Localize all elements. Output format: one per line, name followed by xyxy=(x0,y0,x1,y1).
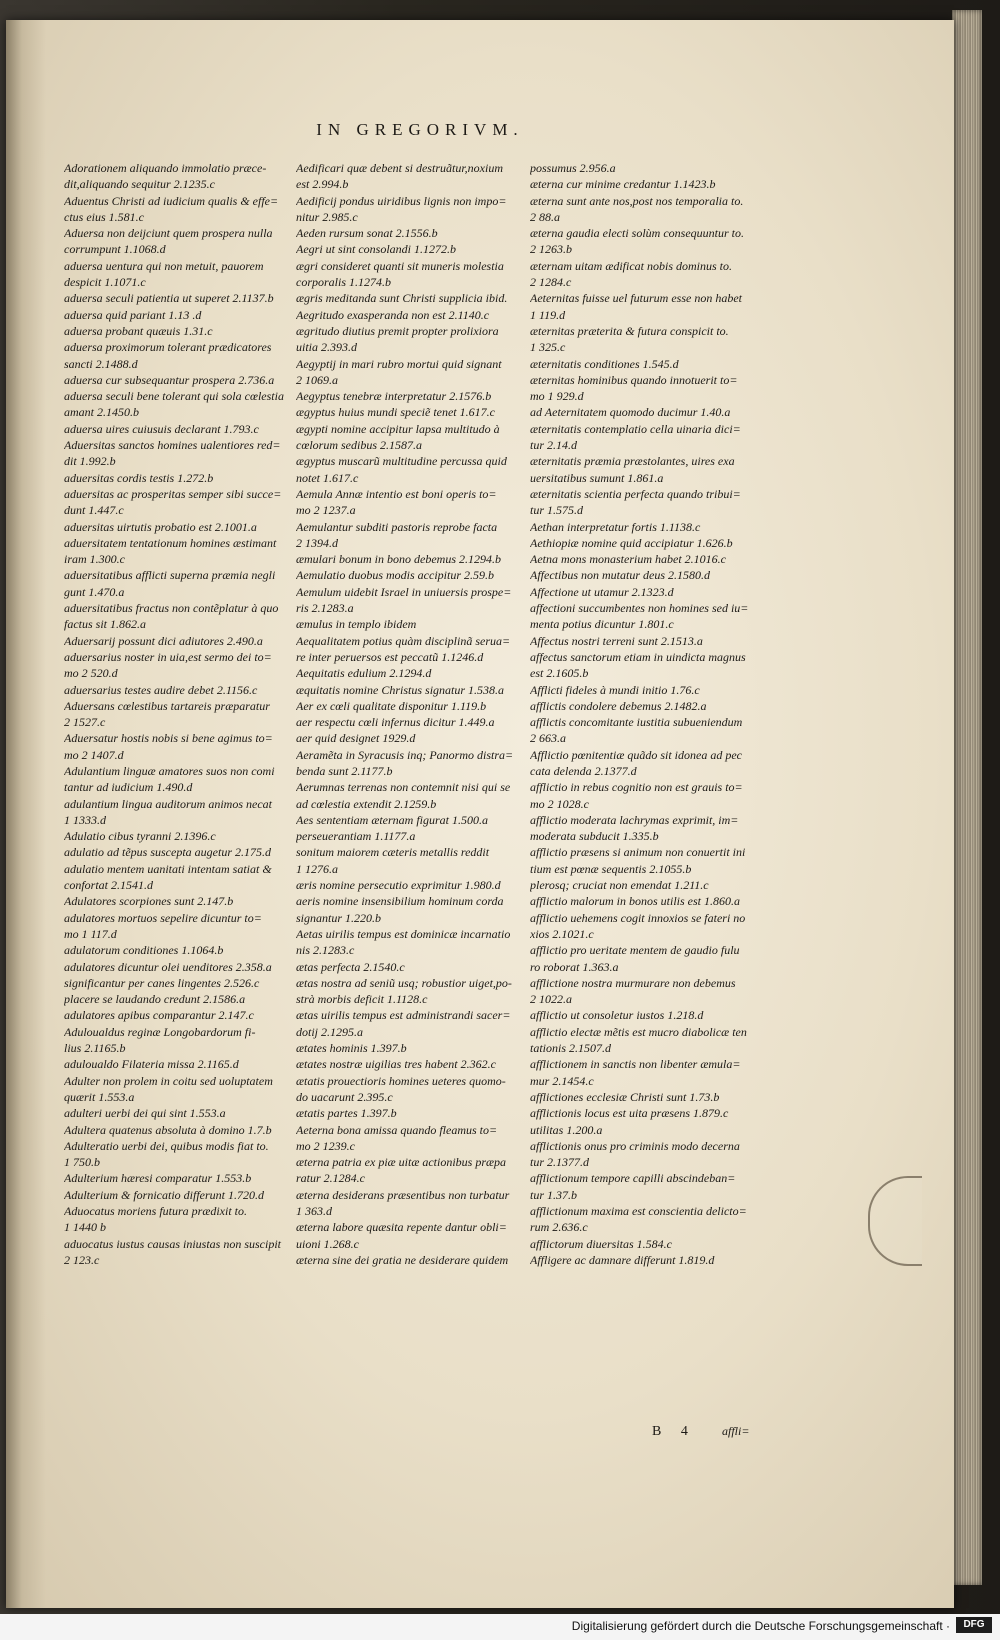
index-entry: ratur 2.1284.c xyxy=(296,1171,365,1186)
index-entry: Adulatio cibus tyranni 2.1396.c xyxy=(64,829,216,844)
index-entry: Aethiopiæ nomine quid accipiatur 1.626.b xyxy=(530,535,733,550)
index-entry: Aetas uirilis tempus est dominicæ incarnatio xyxy=(296,926,511,941)
index-entry: afflictio moderata lachrymas exprimit, im= xyxy=(530,812,739,827)
index-entry: aduersitas ac prosperitas semper sibi succe= xyxy=(64,486,282,501)
index-entry: adulatorum conditiones 1.1064.b xyxy=(64,943,224,958)
index-entry: æquitatis nomine Christus signatur 1.538.a xyxy=(296,682,505,697)
index-entry: menta potius dicuntur 1.801.c xyxy=(530,617,674,632)
index-entry: uersitatibus sumunt 1.861.a xyxy=(530,470,664,485)
index-entry: ætatis partes 1.397.b xyxy=(296,1106,397,1121)
index-entry: plerosq; cruciat non emendat 1.211.c xyxy=(530,878,709,893)
index-entry: Aduocatus moriens futura prædixit to. xyxy=(64,1204,247,1218)
index-entry: 2 123.c xyxy=(64,1252,100,1267)
index-entry: Aegritudo exasperanda non est 2.1140.c xyxy=(296,307,490,322)
index-entry: Aduersitas sanctos homines ualentiores red= xyxy=(64,438,281,453)
index-entry: affectus sanctorum etiam in uindicta magnus xyxy=(530,649,746,664)
index-entry: tur 2.14.d xyxy=(530,438,578,453)
index-entry: adulatores dicuntur olei uenditores 2.358.a xyxy=(64,959,272,974)
index-entry: aduersa probant quæuis 1.31.c xyxy=(64,323,213,338)
index-entry: aduersitatibus fractus non contẽplatur à quo xyxy=(64,601,279,616)
index-entry: Aegyptij in mari rubro mortui quid signant xyxy=(296,356,502,371)
index-entry: æternam uitam ædificat nobis dominus to. xyxy=(530,258,733,273)
index-entry: Adulterium hæresi comparatur 1.553.b xyxy=(64,1171,252,1186)
signature-mark: B 4 xyxy=(652,1424,696,1439)
index-entry: aduersa uentura qui non metuit, pauorem xyxy=(64,258,264,273)
index-entry: factus sit 1.862.a xyxy=(64,617,147,632)
index-entry: uitia 2.393.d xyxy=(296,340,358,355)
index-entry: ris 2.1283.a xyxy=(296,601,354,616)
index-entry: Aegri ut sint consolandi 1.1272.b xyxy=(296,242,456,257)
index-entry: æmulus in templo ibidem xyxy=(296,617,417,632)
index-entry: Afflictio pœnitentiæ quãdo sit idonea ad pec xyxy=(530,747,742,762)
index-entry: Aduersans cœlestibus tartareis præparatur xyxy=(64,698,270,713)
index-entry: mo 2 520.d xyxy=(64,666,118,681)
index-entry: Adulatores scorpiones sunt 2.147.b xyxy=(64,894,234,909)
index-entry: Aemulatio duobus modis accipitur 2.59.b xyxy=(296,568,494,583)
index-entry: afflictis concomitante iustitia subueniendum xyxy=(530,715,743,730)
index-entry: Aemula Annæ intentio est boni operis to= xyxy=(296,486,497,501)
index-entry: ægritudo diutius premit propter prolixiora xyxy=(296,323,499,338)
index-entry: afflictionum maxima est conscientia delicto= xyxy=(530,1204,747,1218)
index-entry: Aeternitas fuisse uel futurum esse non habet xyxy=(530,291,742,306)
index-entry: tantur ad iudicium 1.490.d xyxy=(64,780,193,795)
index-entry: Aethan interpretatur fortis 1.1138.c xyxy=(530,519,701,534)
index-entry: æternitas præterita & futura conspicit to. xyxy=(530,323,729,338)
index-entry: Aegyptus tenebræ interpretatur 2.1576.b xyxy=(296,389,492,404)
index-entry: 2 1394.d xyxy=(296,535,338,550)
index-entry: æternitas hominibus quando innotuerit to= xyxy=(530,372,738,387)
index-entry: afflictionum tempore capilli abscindeban= xyxy=(530,1171,736,1186)
index-entry: adulatores mortuos sepelire dicuntur to= xyxy=(64,910,262,925)
index-entry: tium est pœnæ sequentis 2.1055.b xyxy=(530,861,692,876)
index-entry: afflictio ut consoletur iustos 1.218.d xyxy=(530,1008,704,1023)
index-entry: perseuerantiam 1.1177.a xyxy=(296,829,416,844)
index-entry: uioni 1.268.c xyxy=(296,1236,359,1251)
index-entry: ætas uirilis tempus est administrandi sacer= xyxy=(296,1008,511,1023)
index-entry: Aedificij pondus uiridibus lignis non impo= xyxy=(296,193,507,208)
index-entry: ætatis prouectioris homines ueteres quomo- xyxy=(296,1073,506,1088)
index-entry: cœlorum sedibus 2.1587.a xyxy=(296,438,422,453)
index-entry: ad cœlestia extendit 2.1259.b xyxy=(296,796,437,811)
index-entry: Aduersatur hostis nobis si bene agimus to= xyxy=(64,731,273,746)
index-entry: adulatores apibus comparantur 2.147.c xyxy=(64,1008,254,1023)
index-entry: æterna sine dei gratia ne desiderare quidem xyxy=(296,1252,509,1267)
index-entry: ætas nostra ad seniũ usq; robustior uiget,po- xyxy=(296,975,512,990)
index-entry: sancti 2.1488.d xyxy=(64,356,138,371)
index-entry: possumus 2.956.a xyxy=(530,161,616,175)
index-entry: gunt 1.470.a xyxy=(64,584,125,599)
index-entry: Adulantium linguæ amatores suos non comi xyxy=(64,763,275,778)
index-entry: ætates hominis 1.397.b xyxy=(296,1041,407,1056)
index-entry: Adulteratio uerbi dei, quibus modis fiat to. xyxy=(64,1138,269,1153)
index-entry: ctus eius 1.581.c xyxy=(64,209,144,224)
index-entry: æterna gaudia electi solùm consequuntur to. xyxy=(530,226,744,241)
index-entry: est 2.1605.b xyxy=(530,666,589,681)
index-entry: Aduloualdus reginæ Longobardorum fi- xyxy=(64,1024,256,1039)
index-entry: aeris nomine insensibilium hominum corda xyxy=(296,894,504,909)
index-entry: afflictio pro ueritate mentem de gaudio fulu xyxy=(530,943,740,958)
index-entry: aduersitas cordis testis 1.272.b xyxy=(64,470,214,485)
index-entry: 2 663.a xyxy=(530,731,566,746)
index-entry: 1 119.d xyxy=(530,307,566,322)
index-entry: affectioni succumbentes non homines sed iu= xyxy=(530,601,749,616)
index-entry: Aeramẽta in Syracusis inq; Panormo distra= xyxy=(296,747,514,762)
index-entry: ægri consideret quanti sit muneris molestia xyxy=(296,258,504,273)
index-entry: ætas perfecta 2.1540.c xyxy=(296,959,405,974)
index-entry: aduloualdo Filateria missa 2.1165.d xyxy=(64,1057,239,1072)
index-entry: notet 1.617.c xyxy=(296,470,359,485)
index-entry: lius 2.1165.b xyxy=(64,1041,126,1056)
index-entry: æterna cur minime credantur 1.1423.b xyxy=(530,177,716,192)
index-entry: ægris meditanda sunt Christi supplicia ibid. xyxy=(296,291,508,306)
index-entry: Aedificari quæ debent si destruãtur,noxium xyxy=(296,161,503,175)
index-entry: afflictiones ecclesiæ Christi sunt 1.73.b xyxy=(530,1089,720,1104)
index-entry: xios 2.1021.c xyxy=(530,926,594,941)
index-entry: æterna labore quæsita repente dantur obli= xyxy=(296,1220,507,1235)
index-entry: aduersa seculi patientia ut superet 2.1137.b xyxy=(64,291,274,306)
index-entry: re inter peruersos est peccatũ 1.1246.d xyxy=(296,649,484,664)
index-entry: 1 1333.d xyxy=(64,812,106,827)
index-entry: æmulari bonum in bono debemus 2.1294.b xyxy=(296,552,501,567)
index-entry: rum 2.636.c xyxy=(530,1220,588,1235)
index-entry: ad Aeternitatem quomodo ducimur 1.40.a xyxy=(530,405,731,420)
index-column-left xyxy=(64,160,290,1268)
index-entry: æterna sunt ante nos,post nos temporalia to. xyxy=(530,193,744,208)
index-entry: æternitatis conditiones 1.545.d xyxy=(530,356,679,371)
index-entry: tationis 2.1507.d xyxy=(530,1041,612,1056)
index-entry: 1 325.c xyxy=(530,340,566,355)
index-entry: mo 2 1407.d xyxy=(64,747,124,762)
index-entry: afflictis condolere debemus 2.1482.a xyxy=(530,698,707,713)
index-entry: ro roborat 1.363.a xyxy=(530,959,619,974)
index-entry: utilitas 1.200.a xyxy=(530,1122,603,1137)
index-entry: aer respectu cœli infernus dicitur 1.449.a xyxy=(296,715,495,730)
index-entry: corrumpunt 1.1068.d xyxy=(64,242,166,257)
index-entry: afflictio præsens si animum non conuertit ini xyxy=(530,845,746,860)
index-entry: adulantium lingua auditorum animos necat xyxy=(64,796,272,811)
index-entry: adulatio mentem uanitati intentam satiat & xyxy=(64,861,272,876)
index-entry: aduersa cur subsequantur prospera 2.736.a xyxy=(64,372,275,387)
index-entry: aduersa quid pariant 1.13 .d xyxy=(64,307,202,322)
index-entry: iram 1.300.c xyxy=(64,552,125,567)
index-entry: amant 2.1450.b xyxy=(64,405,139,420)
index-entry: do uacarunt 2.395.c xyxy=(296,1089,393,1104)
running-head: IN GREGORIVM. xyxy=(316,120,524,139)
index-entry: afflictio malorum in bonos utilis est 1.860.a xyxy=(530,894,741,909)
index-entry: mo 2 1028.c xyxy=(530,796,589,811)
index-entry: afflictorum diuersitas 1.584.c xyxy=(530,1236,672,1251)
index-entry: tur 1.575.d xyxy=(530,503,584,518)
index-entry: æternitatis scientia perfecta quando tribui= xyxy=(530,486,741,501)
index-entry: aduocatus iustus causas iniustas non suscipit xyxy=(64,1236,282,1251)
index-entry: dit 1.992.b xyxy=(64,454,116,469)
index-entry: aduersa seculi bene tolerant qui sola cœlestia xyxy=(64,389,284,404)
index-entry: Affectione ut utamur 2.1323.d xyxy=(530,584,674,599)
index-entry: aduersitatibus afflicti superna præmia negli xyxy=(64,568,276,583)
index-entry: aduersarius testes audire debet 2.1156.c xyxy=(64,682,258,697)
index-entry: tur 1.37.b xyxy=(530,1187,578,1202)
index-entry: æterna desiderans præsentibus non turbatur xyxy=(296,1187,510,1202)
index-entry: moderata subducit 1.335.b xyxy=(530,829,659,844)
index-entry: Aemulantur subditi pastoris reprobe facta xyxy=(296,519,498,534)
index-entry: mur 2.1454.c xyxy=(530,1073,594,1088)
index-entry: Aequitatis edulium 2.1294.d xyxy=(296,666,432,681)
catchword: affli= xyxy=(722,1424,750,1438)
index-entry: aduersitas uirtutis probatio est 2.1001.a xyxy=(64,519,257,534)
index-entry: strà morbis deficit 1.1128.c xyxy=(296,992,428,1007)
index-entry: tur 2.1377.d xyxy=(530,1155,590,1170)
index-entry: quærit 1.553.a xyxy=(64,1089,135,1104)
index-entry: æternitatis præmia præstolantes, uires exa xyxy=(530,454,735,469)
index-entry: aer quid designet 1929.d xyxy=(296,731,416,746)
index-entry: corporalis 1.1274.b xyxy=(296,275,392,290)
index-entry: aduersitatem tentationum homines æstimant xyxy=(64,535,277,550)
index-entry: æternitatis contemplatio cella uinaria dici= xyxy=(530,421,741,436)
index-entry: afflictione nostra murmurare non debemus xyxy=(530,975,736,990)
index-entry: ægyptus muscarũ multitudine percussa quid xyxy=(296,454,507,469)
index-entry: Aduersarij possunt dici adiutores 2.490.a xyxy=(64,633,263,648)
index-entry: ætates nostræ uigilias tres habent 2.362.c xyxy=(296,1057,496,1072)
index-entry: placere se laudando credunt 2.1586.a xyxy=(64,992,246,1007)
index-column-middle xyxy=(296,160,528,1268)
index-entry: Adulterium & fornicatio differunt 1.720.d xyxy=(64,1187,264,1202)
index-entry: Aes sententiam æternam figurat 1.500.a xyxy=(296,812,488,827)
index-entry: Aduentus Christi ad iudicium qualis & effe= xyxy=(64,193,279,208)
index-entry: adulteri uerbi dei qui sint 1.553.a xyxy=(64,1106,226,1121)
index-entry: æterna patria ex piæ uitæ actionibus præpa xyxy=(296,1155,507,1170)
index-entry: aduersa uires cuiusuis declarant 1.793.c xyxy=(64,421,259,436)
index-entry: æris nomine persecutio exprimitur 1.980.d xyxy=(296,878,501,893)
index-entry: dit,aliquando sequitur 2.1235.c xyxy=(64,177,215,192)
index-entry: significantur per canes lingentes 2.526.c xyxy=(64,975,260,990)
index-entry: adulatio ad tẽpus suscepta augetur 2.175.d xyxy=(64,845,271,860)
index-entry: Aer ex cœli qualitate disponitur 1.119.b xyxy=(296,698,487,713)
index-entry: Aeterna bona amissa quando fleamus to= xyxy=(296,1122,498,1137)
index-entry: benda sunt 2.1177.b xyxy=(296,763,393,778)
index-entry: 2 1284.c xyxy=(530,275,572,290)
index-entry: afflictionis locus est uita præsens 1.879.c xyxy=(530,1106,729,1121)
index-entry: 2 88.a xyxy=(530,209,560,224)
index-entry: nis 2.1283.c xyxy=(296,943,355,958)
digitization-credit: Digitalisierung gefördert durch die Deutsche Forschungsgemeinschaft · xyxy=(571,1619,950,1633)
index-entry: 2 1069.a xyxy=(296,372,338,387)
index-entry: Aequalitatem potius quàm disciplinã serua= xyxy=(296,633,511,648)
index-entry: mo 2 1239.c xyxy=(296,1138,355,1153)
dfg-logo: DFG xyxy=(956,1617,992,1633)
index-entry: Aerumnas terrenas non contemnit nisi qui se xyxy=(296,780,511,795)
index-entry: 2 1527.c xyxy=(64,715,106,730)
index-entry: ægypti nomine accipitur lapsa multitudo à xyxy=(296,421,500,436)
index-entry: afflictionem in sanctis non libenter æmula= xyxy=(530,1057,741,1072)
index-entry: dotij 2.1295.a xyxy=(296,1024,364,1039)
index-entry: afflictionis onus pro criminis modo decerna xyxy=(530,1138,740,1153)
index-entry: aduersarius noster in uia,est sermo dei to= xyxy=(64,649,272,664)
index-entry: sonitum maiorem cæteris metallis reddit xyxy=(296,845,490,860)
index-entry: mo 2 1237.a xyxy=(296,503,356,518)
index-entry: afflictio electæ mẽtis est mucro diabolicæ ten xyxy=(530,1024,747,1039)
index-entry: Adorationem aliquando immolatio præce- xyxy=(64,161,267,175)
index-entry: 2 1022.a xyxy=(530,992,572,1007)
index-column-right xyxy=(530,160,754,1268)
index-entry: 2 1263.b xyxy=(530,242,572,257)
index-entry: mo 1 929.d xyxy=(530,389,584,404)
index-entry: Adulter non prolem in coitu sed uoluptatem xyxy=(64,1073,273,1088)
book-edge xyxy=(952,10,982,1585)
index-entry: est 2.994.b xyxy=(296,177,349,192)
index-entry: Aduersa non deijciunt quem prospera nulla xyxy=(64,226,273,241)
index-entry: 1 1440 b xyxy=(64,1220,106,1235)
index-entry: ægyptus huius mundi speciẽ tenet 1.617.c xyxy=(296,405,495,420)
index-entry: Affectus nostri terreni sunt 2.1513.a xyxy=(530,633,703,648)
index-entry: despicit 1.1071.c xyxy=(64,275,146,290)
index-entry: 1 1276.a xyxy=(296,861,338,876)
index-entry: Aetna mons monasterium habet 2.1016.c xyxy=(530,552,726,567)
page-gutter xyxy=(6,20,46,1608)
index-entry: Affectibus non mutatur deus 2.1580.d xyxy=(530,568,710,583)
index-entry: nitur 2.985.c xyxy=(296,209,358,224)
index-entry: 1 363.d xyxy=(296,1204,332,1218)
index-entry: Aemulum uidebit Israel in uniuersis prospe= xyxy=(296,584,512,599)
index-entry: 1 750.b xyxy=(64,1155,100,1170)
index-entry: Affligere ac damnare differunt 1.819.d xyxy=(530,1252,715,1267)
index-entry: cata delenda 2.1377.d xyxy=(530,763,637,778)
index-entry: Afflicti fideles à mundi initio 1.76.c xyxy=(530,682,700,697)
index-entry: confortat 2.1541.d xyxy=(64,878,153,893)
index-entry: mo 1 117.d xyxy=(64,926,117,941)
index-entry: afflictio in rebus cognitio non est grauis to= xyxy=(530,780,743,795)
index-entry: Adultera quatenus absoluta à domino 1.7.b xyxy=(64,1122,272,1137)
index-entry: signantur 1.220.b xyxy=(296,910,382,925)
index-entry: dunt 1.447.c xyxy=(64,503,124,518)
index-entry: Aeden rursum sonat 2.1556.b xyxy=(296,226,438,241)
index-entry: aduersa proximorum tolerant prædicatores xyxy=(64,340,272,355)
index-entry: afflictio uehemens cogit innoxios se fateri no xyxy=(530,910,746,925)
